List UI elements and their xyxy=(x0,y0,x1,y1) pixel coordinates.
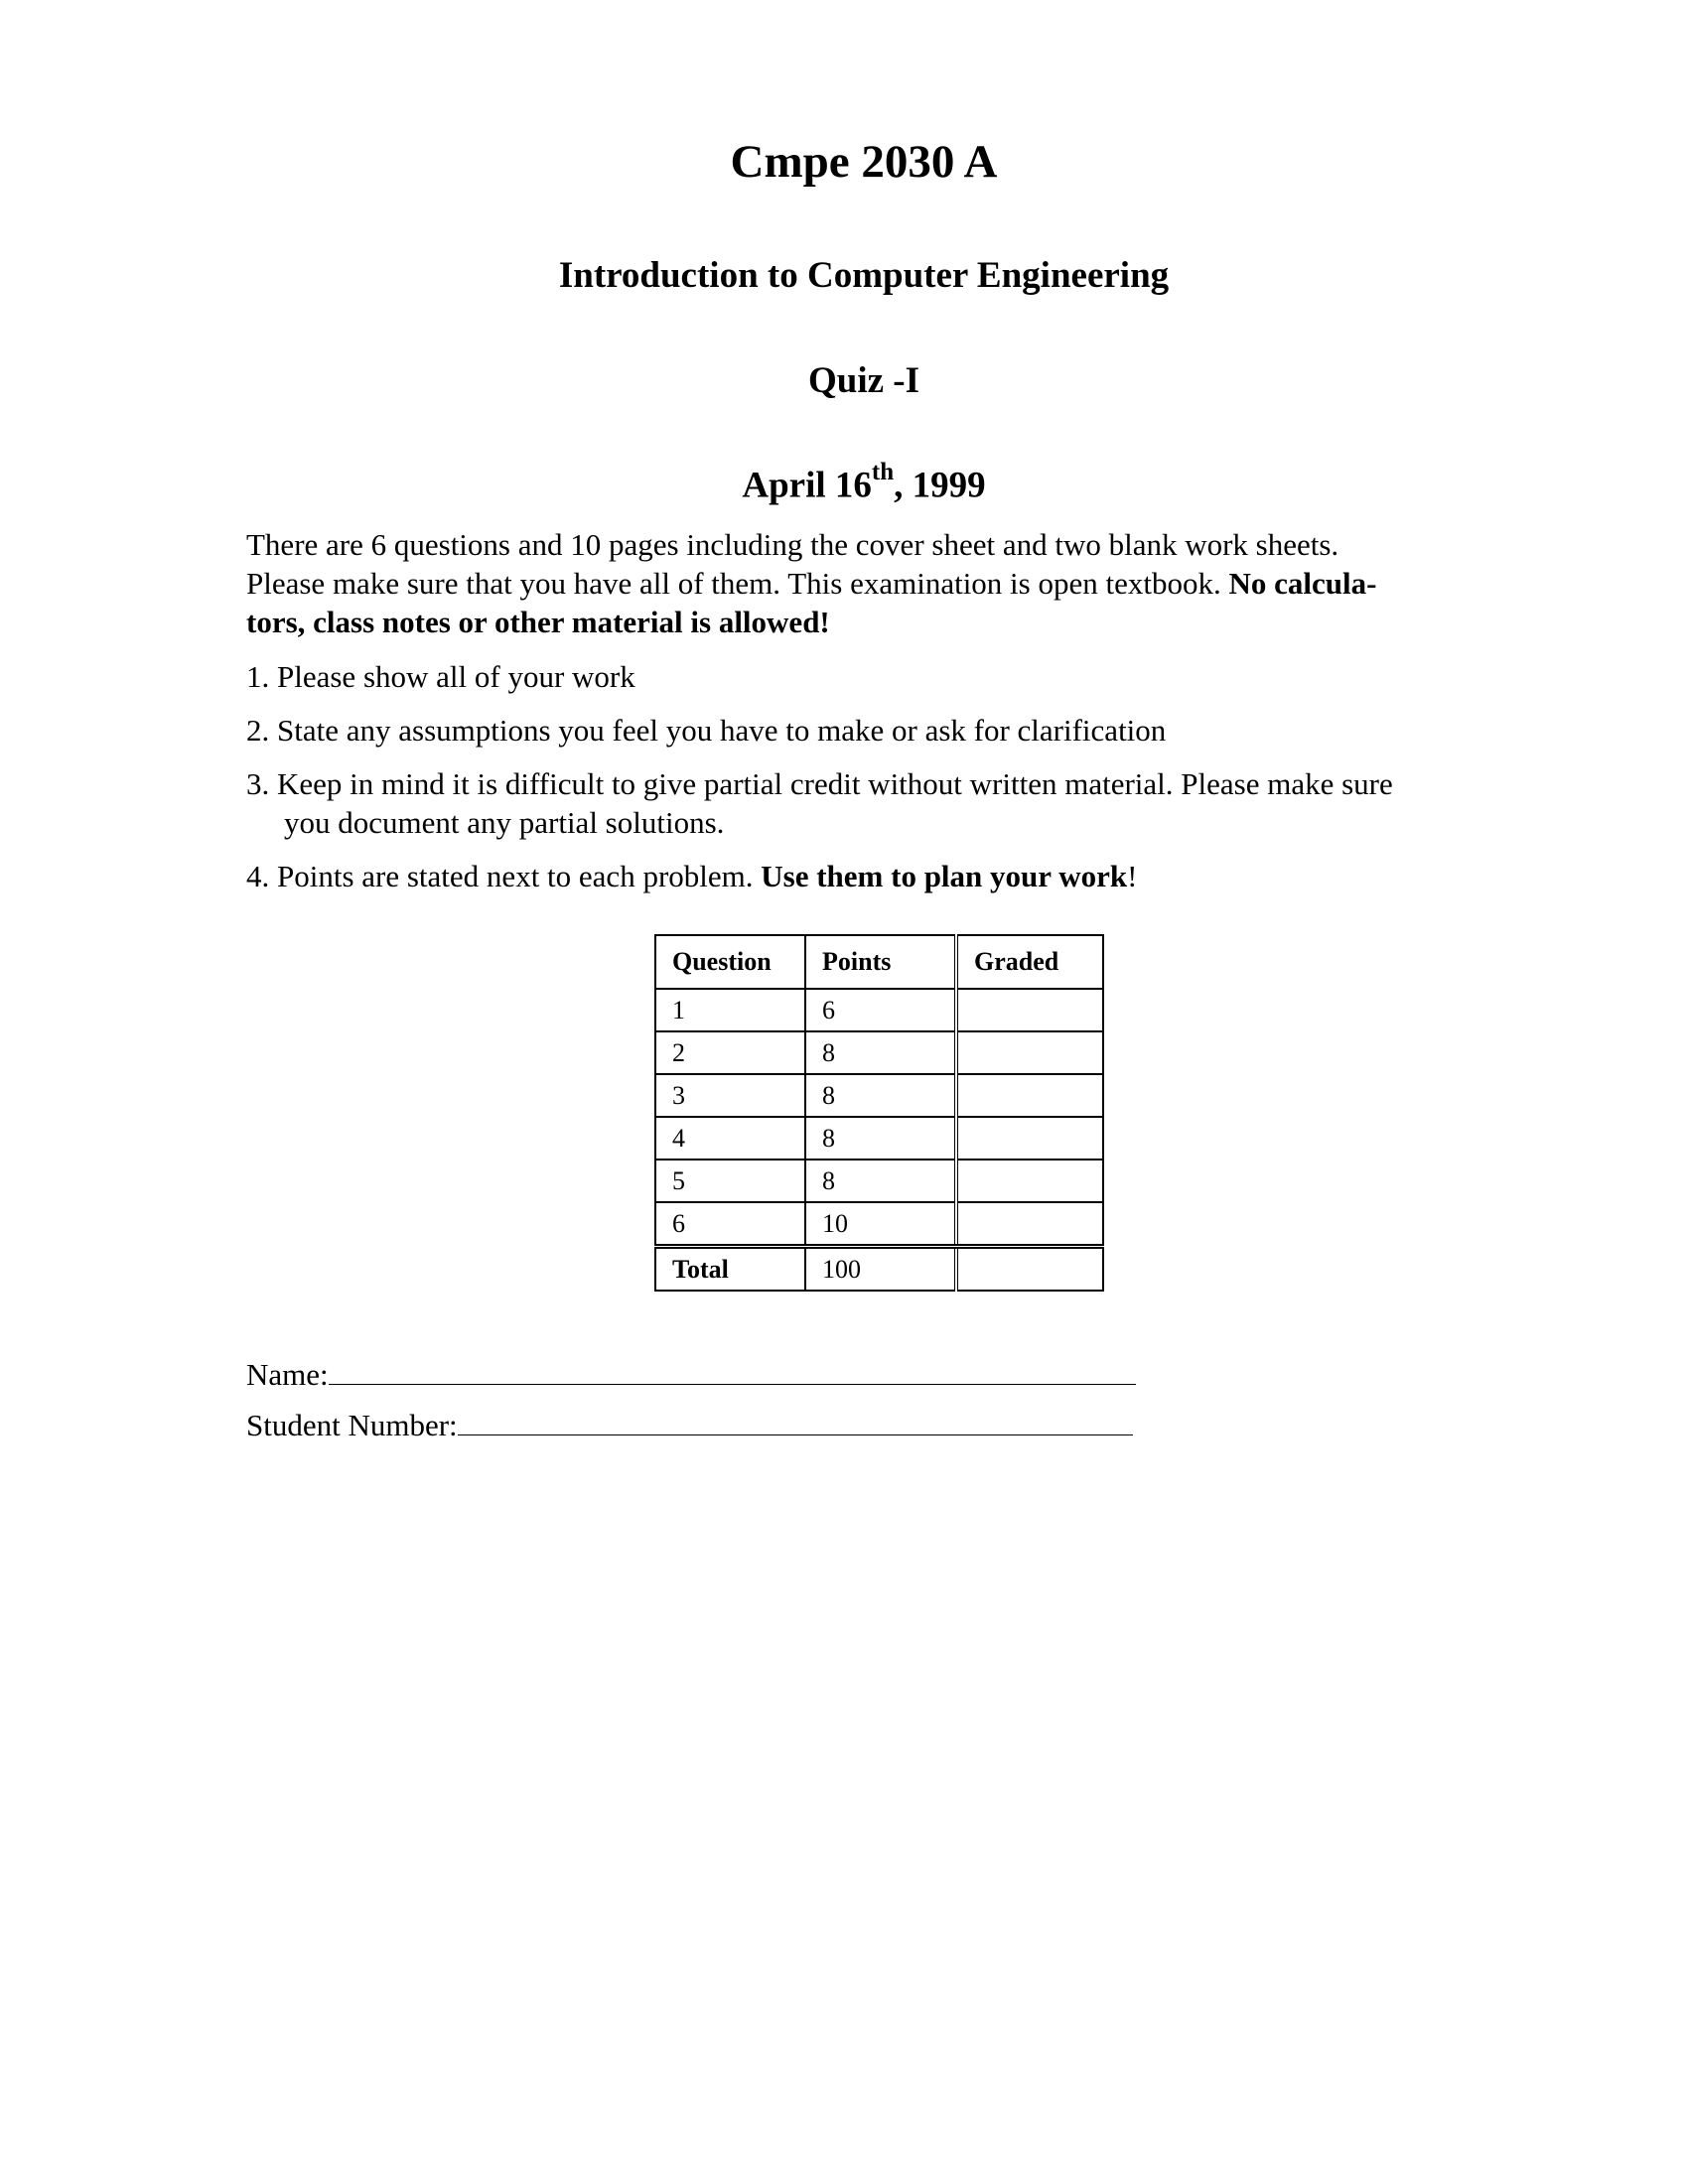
grade-table-header-row xyxy=(655,935,1103,989)
instruction-item xyxy=(246,764,1497,842)
points-cell: 8 xyxy=(805,1074,956,1117)
name-field[interactable] xyxy=(246,1352,1136,1393)
points-cell: 8 xyxy=(805,1160,956,1202)
quiz-date-prefix: April 16 xyxy=(742,465,872,506)
question-cell: 6 xyxy=(655,1202,805,1247)
question-cell: 5 xyxy=(655,1160,805,1202)
quiz-title: Quiz -I xyxy=(807,360,920,401)
intro-line-3 xyxy=(246,603,1497,641)
question-cell: 4 xyxy=(655,1117,805,1160)
table-row xyxy=(655,1202,1103,1247)
instruction-number: 1. xyxy=(246,659,277,694)
points-cell: 8 xyxy=(805,1031,956,1074)
graded-cell[interactable] xyxy=(956,1160,1103,1202)
question-cell: 3 xyxy=(655,1074,805,1117)
quiz-date-rest: , 1999 xyxy=(894,465,986,506)
quiz-date-suffix: th xyxy=(871,459,895,485)
graded-cell[interactable] xyxy=(956,1202,1103,1247)
total-points: 100 xyxy=(805,1247,956,1292)
instruction-tail: ! xyxy=(1127,859,1138,893)
header-graded: Graded xyxy=(956,935,1103,989)
points-cell: 10 xyxy=(805,1202,956,1247)
instruction-item xyxy=(246,711,1497,750)
quiz-date xyxy=(0,459,1688,506)
instruction-item xyxy=(246,657,1497,696)
total-row xyxy=(655,1247,1103,1292)
instruction-item xyxy=(246,857,1497,895)
instruction-text: Keep in mind it is difficult to give partial credit without written material. Please make sure xyxy=(277,766,1393,801)
student-number-blank-line[interactable] xyxy=(458,1403,1133,1435)
points-cell: 6 xyxy=(805,989,956,1031)
instruction-text: Please show all of your work xyxy=(277,659,635,694)
name-label: Name: xyxy=(246,1357,329,1392)
intro-line-2-bold: No calcula- xyxy=(1228,566,1377,601)
total-graded-cell[interactable] xyxy=(956,1247,1103,1292)
graded-cell[interactable] xyxy=(956,989,1103,1031)
points-cell: 8 xyxy=(805,1117,956,1160)
intro-line-1: There are 6 questions and 10 pages including the cover sheet and two blank work sheets. xyxy=(246,527,1339,562)
course-name: Introduction to Computer Engineering xyxy=(558,255,1170,296)
course-code: Cmpe 2030 A xyxy=(730,136,998,188)
student-number-field[interactable] xyxy=(246,1403,1133,1443)
intro-line-2-plain: Please make sure that you have all of them. This examination is open textbook. xyxy=(246,566,1229,601)
header-question: Question xyxy=(655,935,805,989)
table-row xyxy=(655,1074,1103,1117)
instruction-number: 2. xyxy=(246,713,277,748)
instruction-bold: Use them to plan your work xyxy=(761,859,1128,893)
instruction-text: State any assumptions you feel you have to make or ask for clarification xyxy=(277,713,1167,748)
instructions-list xyxy=(246,657,1497,910)
intro-line-2 xyxy=(246,564,1497,603)
name-blank-line[interactable] xyxy=(329,1352,1136,1385)
total-label: Total xyxy=(655,1247,805,1292)
header-points: Points xyxy=(805,935,956,989)
student-number-label: Student Number: xyxy=(246,1408,458,1442)
table-row xyxy=(655,1160,1103,1202)
grade-table xyxy=(654,934,1104,1292)
question-cell: 2 xyxy=(655,1031,805,1074)
instruction-number: 4. xyxy=(246,859,277,893)
table-row xyxy=(655,1031,1103,1074)
graded-cell[interactable] xyxy=(956,1117,1103,1160)
table-row xyxy=(655,1117,1103,1160)
instruction-number: 3. xyxy=(246,766,277,801)
instruction-continuation: you document any partial solutions. xyxy=(284,805,725,840)
graded-cell[interactable] xyxy=(956,1031,1103,1074)
instruction-text: Points are stated next to each problem. xyxy=(277,859,762,893)
intro-paragraph xyxy=(246,525,1497,641)
question-cell: 1 xyxy=(655,989,805,1031)
table-row xyxy=(655,989,1103,1031)
intro-line-3-bold: tors, class notes or other material is allowed! xyxy=(246,605,830,639)
graded-cell[interactable] xyxy=(956,1074,1103,1117)
